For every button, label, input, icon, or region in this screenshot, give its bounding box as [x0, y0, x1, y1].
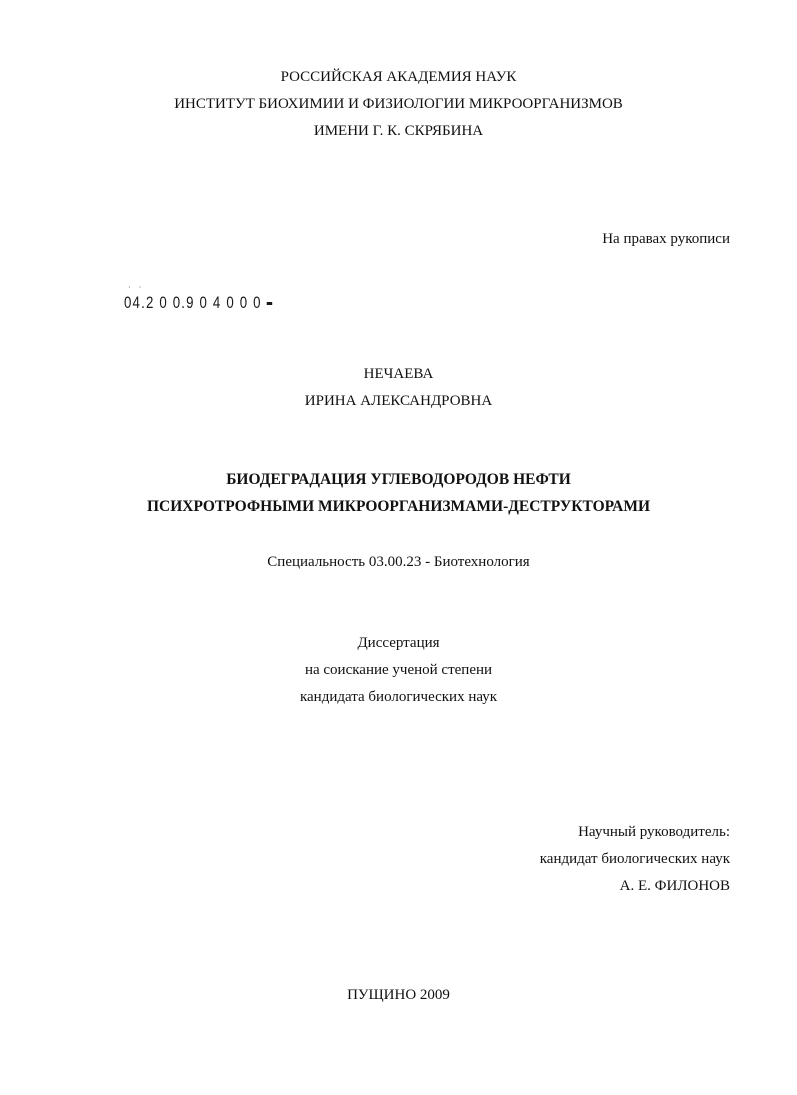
thesis-title-line1: БИОДЕГРАДАЦИЯ УГЛЕВОДОРОДОВ НЕФТИ	[226, 471, 571, 488]
thesis-title-line2: ПСИХРОТРОФНЫМИ МИКРООРГАНИЗМАМИ-ДЕСТРУКТОРАМИ	[146, 498, 651, 515]
specialty: Специальность 03.00.23 - Биотехнология	[267, 554, 530, 570]
degree-line1: Диссертация	[357, 635, 440, 651]
place-year: ПУЩИНО 2009	[347, 987, 450, 1003]
supervisor-degree: кандидат биологических наук	[539, 851, 730, 867]
header-academy: РОССИЙСКАЯ АКАДЕМИЯ НАУК	[280, 69, 517, 85]
header-named-after: ИМЕНИ Г. К. СКРЯБИНА	[313, 123, 484, 139]
author-surname: НЕЧАЕВА	[363, 366, 434, 382]
supervisor-label: Научный руководитель:	[578, 824, 730, 840]
degree-line3: кандидата биологических наук	[299, 689, 498, 705]
header-institute: ИНСТИТУТ БИОХИМИИ И ФИЗИОЛОГИИ МИКРООРГАНИЗМОВ	[174, 96, 623, 112]
author-name: ИРИНА АЛЕКСАНДРОВНА	[304, 393, 493, 409]
degree-line2: на соискание ученой степени	[304, 662, 493, 678]
stamp-dots-decoration: · ·	[128, 283, 145, 292]
registration-stamp	[124, 293, 272, 313]
manuscript-note: На правах рукописи	[602, 231, 730, 247]
supervisor-name: А. Е. ФИЛОНОВ	[619, 878, 730, 894]
registration-number: 04.2 0 0.9 0 4 0 0 0	[124, 293, 262, 312]
stamp-dash-mark	[266, 302, 271, 305]
